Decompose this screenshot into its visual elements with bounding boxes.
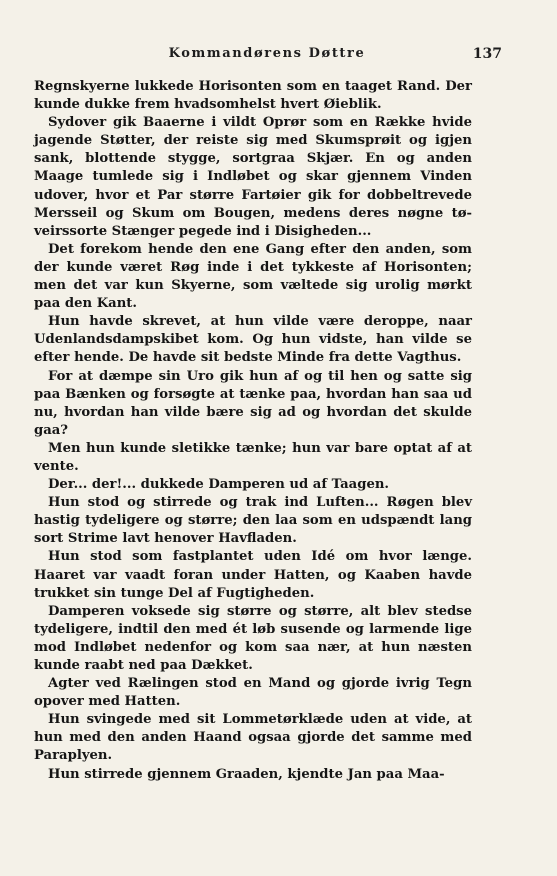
running-head	[32, 46, 502, 68]
paragraph: Sydover gik Baaerne i vildt Oprør som en Række hvide jagende Støtter, der reiste sig med Skumsprøit og igjen sank, blottende stygge, sortgraa Skjær. En og anden Maage tumlede sig i Indløbet og skar gjennem Vinden udover, hvor et Par større Fartøier gik for dobbeltrevede Mersseil og Skum om Bougen, medens deres nøgne tøveirssorte Stænger pegede ind i Disigheden...	[34, 115, 472, 239]
paragraph: Men hun kunde sletikke tænke; hun var bare optat af at vente.	[34, 440, 472, 474]
paragraph: For at dæmpe sin Uro gik hun af og til hen og satte sig paa Bænken og forsøgte at tænke paa, hvordan han saa ud nu, hvordan han vilde bære sig ad og hvordan det skulde gaa?	[34, 368, 472, 438]
paragraph: Hun stirrede gjennem Graaden, kjendte Jan paa Maa-	[48, 766, 445, 782]
paragraph: Det forekom hende den ene Gang efter den anden, som der kunde været Røg inde i det tykkeste af Horisonten; men det var kun Skyerne, som væltede sig urolig mørkt paa den Kant.	[34, 241, 472, 312]
body-text	[34, 78, 472, 784]
paragraph: Hun stod som fastplantet uden Idé om hvor længe. Haaret var vaadt foran under Hatten, og Kaaben havde trukket sin tunge Del af Fugtigheden.	[34, 549, 472, 601]
paragraph: Regnskyerne lukkede Horisonten som en taaget Rand. Der kunde dukke frem hvadsomhelst hvert Øieblik.	[34, 79, 472, 113]
paragraph: Der... der!... dukkede Damperen ud af Taagen.	[48, 477, 390, 493]
running-title: Kommandørens Døttre	[168, 46, 366, 61]
paragraph: Agter ved Rælingen stod en Mand og gjorde ivrig Tegn opover med Hatten.	[34, 676, 472, 710]
paragraph: Hun havde skrevet, at hun vilde være deroppe, naar Udenlandsdampskibet kom. Og hun vidste, han vilde se efter hende. De havde sit bedste Minde fra dette Vagthus.	[34, 314, 472, 366]
page-number: 137	[472, 46, 502, 62]
paragraph: Hun svingede med sit Lommetørklæde uden at vide, at hun med den anden Haand ogsaa gjorde det samme med Paraplyen.	[34, 712, 472, 764]
paragraph: Hun stod og stirrede og trak ind Luften... Røgen blev hastig tydeligere og større; den laa som en udspændt lang sort Strime lavt henover Havfladen.	[34, 495, 472, 547]
paragraph: Damperen voksede sig større og større, alt blev stedse tydeligere, indtil den med ét løb susende og larmende lige mod Indløbet nedenfor og kom saa nær, at hun næsten kunde raabt ned paa Dækket.	[34, 603, 472, 673]
